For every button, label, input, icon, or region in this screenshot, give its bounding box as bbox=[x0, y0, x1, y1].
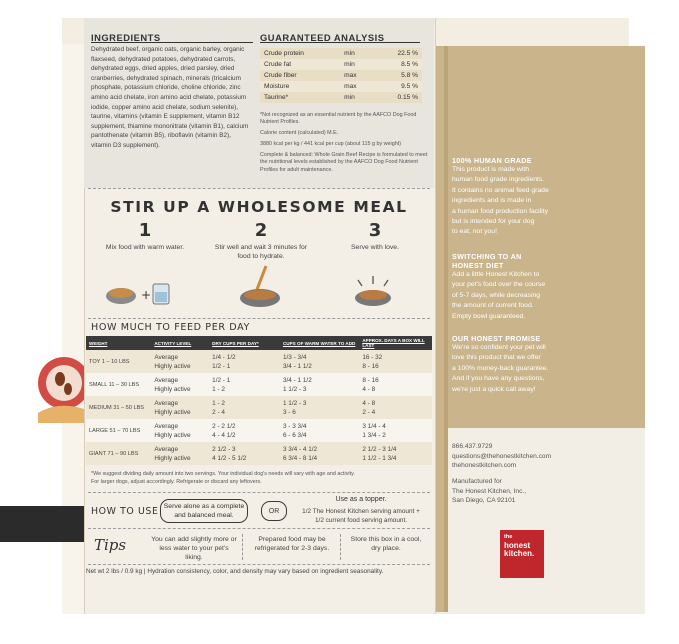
analysis-title: GUARANTEED ANALYSIS bbox=[260, 32, 385, 43]
feed-water bbox=[280, 442, 359, 465]
sidebar-section-title: SWITCHING TO AN HONEST DIET bbox=[452, 252, 522, 270]
stir-bowl-icon bbox=[232, 262, 288, 310]
feed-water bbox=[280, 396, 359, 419]
feed-levels bbox=[151, 442, 209, 465]
ingredients-line: dehydrated eggs, dried apples, dried parsley, dried bbox=[91, 65, 235, 73]
manufacturer-line: Manufactured for bbox=[452, 478, 502, 485]
sidebar-line: We're so confident your pet will bbox=[452, 344, 546, 351]
sidebar-line: This product is made with bbox=[452, 166, 530, 173]
sidebar-line: And if you have any questions, bbox=[452, 375, 545, 383]
ingredients-line: iodide, copper amino acid chelate, sodium selenite), bbox=[91, 103, 239, 111]
nutrient-name: Moisture bbox=[260, 81, 340, 92]
feed-water bbox=[280, 419, 359, 442]
brand-logo bbox=[500, 530, 544, 578]
feed-value: 1/3 - 3/4 bbox=[282, 353, 307, 361]
feed-days bbox=[359, 442, 432, 465]
feed-value: 1 - 2 bbox=[212, 385, 225, 393]
feed-header: APPROX. DAYS A BOX WILL LAST bbox=[359, 336, 432, 350]
feed-value: 3 1/4 - 4 bbox=[362, 422, 386, 430]
nutrient-qualifier: max bbox=[340, 70, 374, 81]
contact-block bbox=[452, 442, 551, 471]
sidebar-line: Add a little Honest Kitchen to bbox=[452, 271, 540, 278]
sidebar-line: but is intended for your dog bbox=[452, 218, 535, 226]
dark-stripe bbox=[0, 506, 84, 542]
logo-text: honest bbox=[504, 540, 531, 550]
step-number: 1 bbox=[138, 220, 152, 241]
feed-value: 2 - 4 bbox=[212, 408, 225, 416]
feed-weight: LARGE 51 – 70 LBS bbox=[86, 419, 151, 442]
sidebar-line: ingredients and is made in bbox=[452, 197, 532, 205]
tips-divider-1 bbox=[242, 534, 243, 560]
logo-text: kitchen. bbox=[504, 549, 535, 559]
feed-note-2: For larger dogs, adjust accordingly. Refrigerate or discard any leftovers. bbox=[91, 479, 262, 485]
feed-row bbox=[86, 350, 432, 373]
step-text: Serve with love. bbox=[351, 244, 399, 251]
ingredients-line: taurine, vitamins (vitamin E supplement, vitamin B12 bbox=[91, 113, 240, 121]
sidebar-line: It contains no animal feed grade bbox=[452, 186, 549, 194]
manufacturer-line: The Honest Kitchen, Inc., bbox=[452, 487, 527, 495]
feed-water bbox=[280, 350, 359, 373]
nutrient-value: 22.5 % bbox=[374, 48, 422, 59]
feed-value: 4 - 8 bbox=[362, 385, 376, 393]
manufacturer-line: San Diego, CA 92101 bbox=[452, 497, 516, 505]
sidebar-line: Empty bowl guaranteed. bbox=[452, 312, 526, 320]
feed-header: WEIGHT bbox=[86, 336, 151, 350]
feed-value: 8 - 16 bbox=[362, 376, 379, 384]
feed-value: 3/4 - 1 1/2 bbox=[282, 376, 312, 384]
feed-value: Highly active bbox=[154, 385, 191, 393]
feed-dry bbox=[209, 373, 280, 396]
ingredients-title: INGREDIENTS bbox=[91, 32, 161, 43]
tips-top-rule bbox=[88, 528, 430, 529]
nutrient-value: 0.15 % bbox=[374, 92, 422, 103]
tips-label: Tips bbox=[94, 536, 127, 554]
feed-note-1: *We suggest dividing daily amount into two servings. Your individual dog's needs will vary with age and activity. bbox=[91, 471, 355, 477]
feed-value: 3/4 - 1 1/2 bbox=[282, 362, 312, 370]
ingredients-line: supplement, thiamine mononitrate (vitamin B1), calcium bbox=[91, 122, 249, 130]
sidebar-section bbox=[452, 252, 637, 322]
sidebar-line: your pet's food over the course bbox=[452, 281, 546, 289]
option-serve-alone: Serve alone as a complete and balanced meal. bbox=[160, 499, 248, 523]
calorie-line-2: 3880 kcal per kg / 441 kcal per cup (about 115 g by weight) bbox=[260, 141, 402, 147]
calorie-line-1: Calorie content (calculated) M.E. bbox=[260, 130, 339, 136]
how-to-use-label: HOW TO USE bbox=[91, 506, 159, 517]
ingredients-line: vitamin D3 supplement). bbox=[91, 141, 160, 149]
feed-value: 8 - 16 bbox=[362, 362, 379, 370]
sidebar-line: to eat, not you! bbox=[452, 228, 497, 236]
feed-row bbox=[86, 419, 432, 442]
footer-net-weight: Net wt 2 lbs / 0.9 kg | Hydration consistency, color, and density may vary based on ingredient seasonality. bbox=[86, 568, 384, 575]
feed-weight: SMALL 11 – 30 LBS bbox=[86, 373, 151, 396]
topper-text: 1/2 The Honest Kitchen serving amount + 1/2 current food serving amount. bbox=[302, 508, 420, 524]
feed-value: 6 3/4 - 8 1/4 bbox=[282, 454, 318, 462]
feed-value: 1 3/4 - 2 bbox=[362, 431, 386, 439]
sidebar-line: love this product that we offer bbox=[452, 354, 541, 362]
feed-value: 4 - 4 1/2 bbox=[212, 431, 236, 439]
logo-text: the bbox=[504, 534, 513, 540]
sidebar-section bbox=[452, 156, 637, 238]
email: questions@thehonestkitchen.com bbox=[452, 452, 552, 460]
analysis-row bbox=[260, 92, 422, 103]
nutrient-name: Crude fat bbox=[260, 59, 340, 70]
feed-value: 2 - 4 bbox=[362, 408, 376, 416]
stir-top-rule bbox=[88, 188, 430, 189]
ingredients-rule bbox=[91, 42, 253, 43]
tip-store: Store this box in a cool, dry place. bbox=[350, 536, 422, 552]
feed-value: 16 - 32 bbox=[362, 353, 383, 361]
feed-value: 2 - 2 1/2 bbox=[212, 422, 236, 430]
tip-refrigerate: Prepared food may be refrigerated for 2-3 days. bbox=[254, 536, 330, 552]
feed-value: 1/2 - 1 bbox=[212, 362, 231, 370]
sidebar-line: a human food production facility bbox=[452, 207, 548, 215]
feed-top-rule bbox=[88, 318, 430, 319]
ingredients-line: pantothenate (vitamin B5), riboflavin (vitamin B2), bbox=[91, 132, 231, 140]
feed-days bbox=[359, 373, 432, 396]
feed-value: 1 - 2 bbox=[212, 399, 225, 407]
feed-value: Average bbox=[154, 445, 179, 453]
feed-levels bbox=[151, 373, 209, 396]
serve-bowl-icon bbox=[348, 270, 398, 310]
sidebar-line: human food grade ingredients. bbox=[452, 176, 545, 184]
feed-levels bbox=[151, 350, 209, 373]
analysis-footnote: *Not recognized as an essential nutrient by the AAFCO Dog Food Nutrient Profiles. bbox=[260, 112, 417, 126]
sidebar-line: the amount of current food. bbox=[452, 302, 534, 310]
nutrient-qualifier: min bbox=[340, 92, 374, 103]
feed-value: Highly active bbox=[154, 431, 191, 439]
manufacturer-block bbox=[452, 477, 526, 506]
feed-weight: MEDIUM 31 – 50 LBS bbox=[86, 396, 151, 419]
feed-value: Highly active bbox=[154, 408, 191, 416]
complete-balanced-text: Complete & balanced: Whole Grain Beef Recipe is formulated to meet the nutritional levels established by the AAFCO Dog Food Nutrient Profiles for adult maintenance. bbox=[260, 152, 428, 173]
topper-title: Use as a topper. bbox=[335, 496, 387, 503]
phone: 866.437.9729 bbox=[452, 443, 493, 450]
feed-value: 1/4 - 1/2 bbox=[212, 353, 236, 361]
feed-header: CUPS OF WARM WATER TO ADD bbox=[280, 336, 359, 350]
feed-dry bbox=[209, 419, 280, 442]
feed-title: HOW MUCH TO FEED PER DAY bbox=[91, 322, 250, 333]
feed-value: Average bbox=[154, 376, 179, 384]
nutrient-value: 9.5 % bbox=[374, 81, 422, 92]
tips-bottom-rule bbox=[88, 564, 430, 565]
svg-text:+: + bbox=[141, 288, 152, 302]
feed-value: 1 1/2 - 3 bbox=[282, 399, 307, 407]
ingredients-text bbox=[91, 45, 257, 151]
ingredients-line: Dehydrated beef, organic oats, organic barley, organic bbox=[91, 46, 245, 53]
sidebar-line: of 5-7 days, while decreasing bbox=[452, 291, 541, 299]
feed-levels bbox=[151, 419, 209, 442]
feed-header: ACTIVITY LEVEL bbox=[151, 336, 209, 350]
sidebar-section-title: 100% HUMAN GRADE bbox=[452, 156, 532, 165]
feed-value: 4 - 8 bbox=[362, 399, 376, 407]
feed-weight: TOY 1 – 10 LBS bbox=[86, 350, 151, 373]
feed-water bbox=[280, 373, 359, 396]
feed-row bbox=[86, 442, 432, 465]
feed-levels bbox=[151, 396, 209, 419]
feed-value: 3 - 6 bbox=[282, 408, 296, 416]
feed-value: 1/2 - 1 bbox=[212, 376, 231, 384]
ingredients-line: amino acid chelate, iron amino acid chelate, potassium bbox=[91, 93, 247, 101]
website: thehonestkitchen.com bbox=[452, 462, 517, 470]
feed-dry bbox=[209, 350, 280, 373]
analysis-table bbox=[260, 48, 422, 103]
step-text: Mix food with warm water. bbox=[105, 244, 185, 251]
nutrient-name: Crude fiber bbox=[260, 70, 340, 81]
feed-dry bbox=[209, 396, 280, 419]
feed-value: Average bbox=[154, 399, 179, 407]
nutrient-name: Taurine* bbox=[260, 92, 340, 103]
feed-value: 3 - 3 3/4 bbox=[282, 422, 307, 430]
sidebar-line: a 100% money-back guarantee. bbox=[452, 364, 549, 372]
feed-days bbox=[359, 396, 432, 419]
use-top-rule bbox=[88, 492, 430, 493]
ingredients-line: flaxseed, dehydrated potatoes, dehydrated carrots, bbox=[91, 55, 236, 63]
analysis-row bbox=[260, 81, 422, 92]
nutrient-qualifier: min bbox=[340, 48, 374, 59]
step-number: 2 bbox=[254, 220, 268, 241]
sidebar-section bbox=[452, 334, 637, 395]
nutrient-value: 8.5 % bbox=[374, 59, 422, 70]
analysis-rule bbox=[260, 42, 420, 43]
feed-value: 4 1/2 - 5 1/2 bbox=[212, 454, 247, 462]
nutrient-qualifier: min bbox=[340, 59, 374, 70]
feed-value: 1 1/2 - 3 bbox=[282, 385, 307, 393]
feed-value: 3 3/4 - 4 1/2 bbox=[282, 445, 318, 453]
feed-value: Average bbox=[154, 353, 179, 361]
mix-food-icon bbox=[103, 280, 183, 310]
sidebar-section-title: OUR HONEST PROMISE bbox=[452, 334, 541, 343]
ingredients-line: phosphate, potassium chloride, choline chloride, zinc bbox=[91, 84, 241, 92]
feed-value: 6 - 6 3/4 bbox=[282, 431, 307, 439]
feed-value: 2 1/2 - 3 bbox=[212, 445, 236, 453]
analysis-row bbox=[260, 59, 422, 70]
feed-days bbox=[359, 419, 432, 442]
apple-illustration bbox=[28, 343, 84, 423]
feed-value: Highly active bbox=[154, 454, 191, 462]
feed-days bbox=[359, 350, 432, 373]
stir-title: STIR UP A WHOLESOME MEAL bbox=[110, 198, 408, 216]
sidebar-line: we're just a quick call away! bbox=[452, 385, 536, 393]
tip-water: You can add slightly more or less water to your pet's liking. bbox=[151, 536, 237, 561]
nutrient-name: Crude protein bbox=[260, 48, 340, 59]
feed-header: DRY CUPS PER DAY* bbox=[209, 336, 280, 350]
or-badge: OR bbox=[261, 501, 287, 521]
tips-divider-2 bbox=[340, 534, 341, 560]
feed-row bbox=[86, 396, 432, 419]
nutrient-value: 5.8 % bbox=[374, 70, 422, 81]
analysis-row bbox=[260, 70, 422, 81]
feed-value: Average bbox=[154, 422, 179, 430]
ingredients-line: cranberries, dehydrated spinach, minerals (tricalcium bbox=[91, 74, 241, 82]
feed-value: 1 1/2 - 1 3/4 bbox=[362, 454, 397, 462]
feed-table bbox=[86, 336, 432, 465]
step-number: 3 bbox=[368, 220, 382, 241]
feed-value: 2 1/2 - 3 1/4 bbox=[362, 445, 397, 453]
nutrient-qualifier: max bbox=[340, 81, 374, 92]
feed-row bbox=[86, 373, 432, 396]
feed-dry bbox=[209, 442, 280, 465]
feed-weight: GIANT 71 – 90 LBS bbox=[86, 442, 151, 465]
feed-value: Highly active bbox=[154, 362, 191, 370]
analysis-row bbox=[260, 48, 422, 59]
step-text: Stir well and wait 3 minutes for food to hydrate. bbox=[214, 244, 308, 260]
